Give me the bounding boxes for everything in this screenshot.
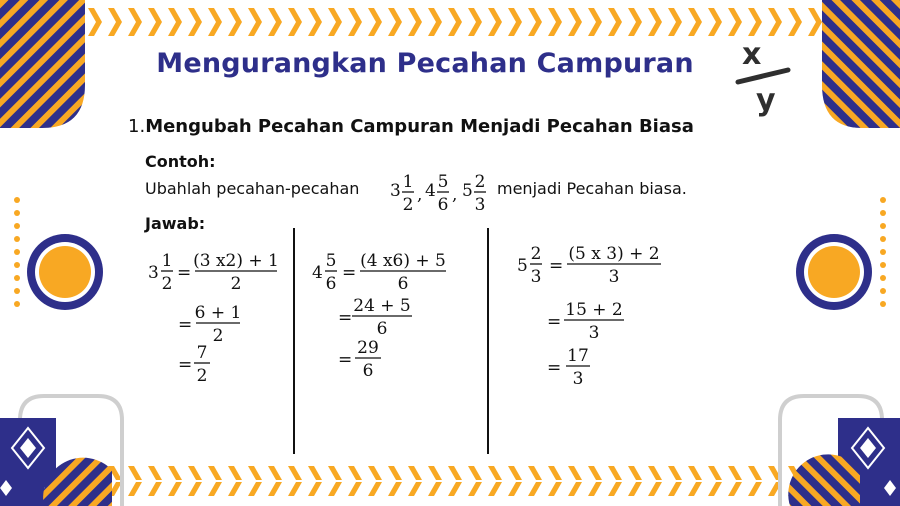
answer-step-numerator: 7 (196, 343, 208, 363)
section-heading-text: Mengubah Pecahan Campuran Menjadi Pecahan Biasa (145, 116, 694, 137)
example-numerator: 2 (474, 172, 486, 192)
answer-step-numerator: 24 + 5 (353, 296, 411, 316)
answer-label: Jawab: (145, 214, 206, 233)
section-number: 1. (128, 116, 146, 137)
equals-sign: = (547, 358, 562, 378)
answer-whole-number: 4 (312, 263, 323, 283)
column-divider-2 (487, 228, 489, 454)
icon-y-letter: y (756, 83, 776, 118)
answer-step-denominator: 2 (230, 274, 242, 294)
answer-step-numerator: 17 (567, 346, 589, 366)
answer-whole-number: 5 (517, 256, 528, 276)
example-separator: , (452, 185, 458, 205)
example-whole-number: 3 (390, 181, 401, 201)
answer-mixed-denominator: 6 (325, 274, 337, 294)
page-title: Mengurangkan Pecahan Campuran (156, 48, 694, 79)
answer-step-numerator: (5 x 3) + 2 (568, 244, 660, 264)
answer-mixed-denominator: 2 (161, 274, 173, 294)
example-separator: , (417, 185, 423, 205)
example-numerator: 5 (437, 172, 449, 192)
example-numerator: 1 (402, 172, 414, 192)
answer-mixed-numerator: 5 (325, 251, 337, 271)
answer-step-numerator: (3 x2) + 1 (193, 251, 279, 271)
answer-step-denominator: 6 (376, 319, 388, 339)
equals-sign: = (178, 355, 193, 375)
equals-sign: = (547, 312, 562, 332)
answer-step-denominator: 3 (572, 369, 584, 389)
equals-sign: = (342, 263, 357, 283)
answer-step-denominator: 2 (196, 366, 208, 386)
answer-step-numerator: 6 + 1 (194, 303, 242, 323)
example-denominator: 2 (402, 195, 414, 215)
answer-step-denominator: 6 (397, 274, 409, 294)
equals-sign: = (549, 256, 564, 276)
example-denominator: 6 (437, 195, 449, 215)
example-whole-number: 5 (462, 181, 473, 201)
answer-step-denominator: 6 (362, 361, 374, 381)
equals-sign: = (177, 263, 192, 283)
example-text-before: Ubahlah pecahan-pecahan (145, 179, 360, 198)
answer-step-numerator: (4 x6) + 5 (360, 251, 446, 271)
answer-mixed-denominator: 3 (530, 267, 542, 287)
answer-step-denominator: 3 (608, 267, 620, 287)
equals-sign: = (178, 315, 193, 335)
answer-step-denominator: 2 (212, 326, 224, 346)
column-divider-1 (293, 228, 295, 454)
answer-mixed-numerator: 2 (530, 244, 542, 264)
equals-sign: = (338, 308, 353, 328)
answer-step-numerator: 29 (357, 338, 379, 358)
example-label: Contoh: (145, 152, 216, 171)
example-whole-number: 4 (425, 181, 436, 201)
answer-mixed-numerator: 1 (161, 251, 173, 271)
answer-whole-number: 3 (148, 263, 159, 283)
answer-step-denominator: 3 (588, 323, 600, 343)
equals-sign: = (338, 350, 353, 370)
example-text-after: menjadi Pecahan biasa. (497, 179, 687, 198)
answer-step-numerator: 15 + 2 (565, 300, 623, 320)
icon-x-letter: x (742, 37, 762, 72)
example-denominator: 3 (474, 195, 486, 215)
